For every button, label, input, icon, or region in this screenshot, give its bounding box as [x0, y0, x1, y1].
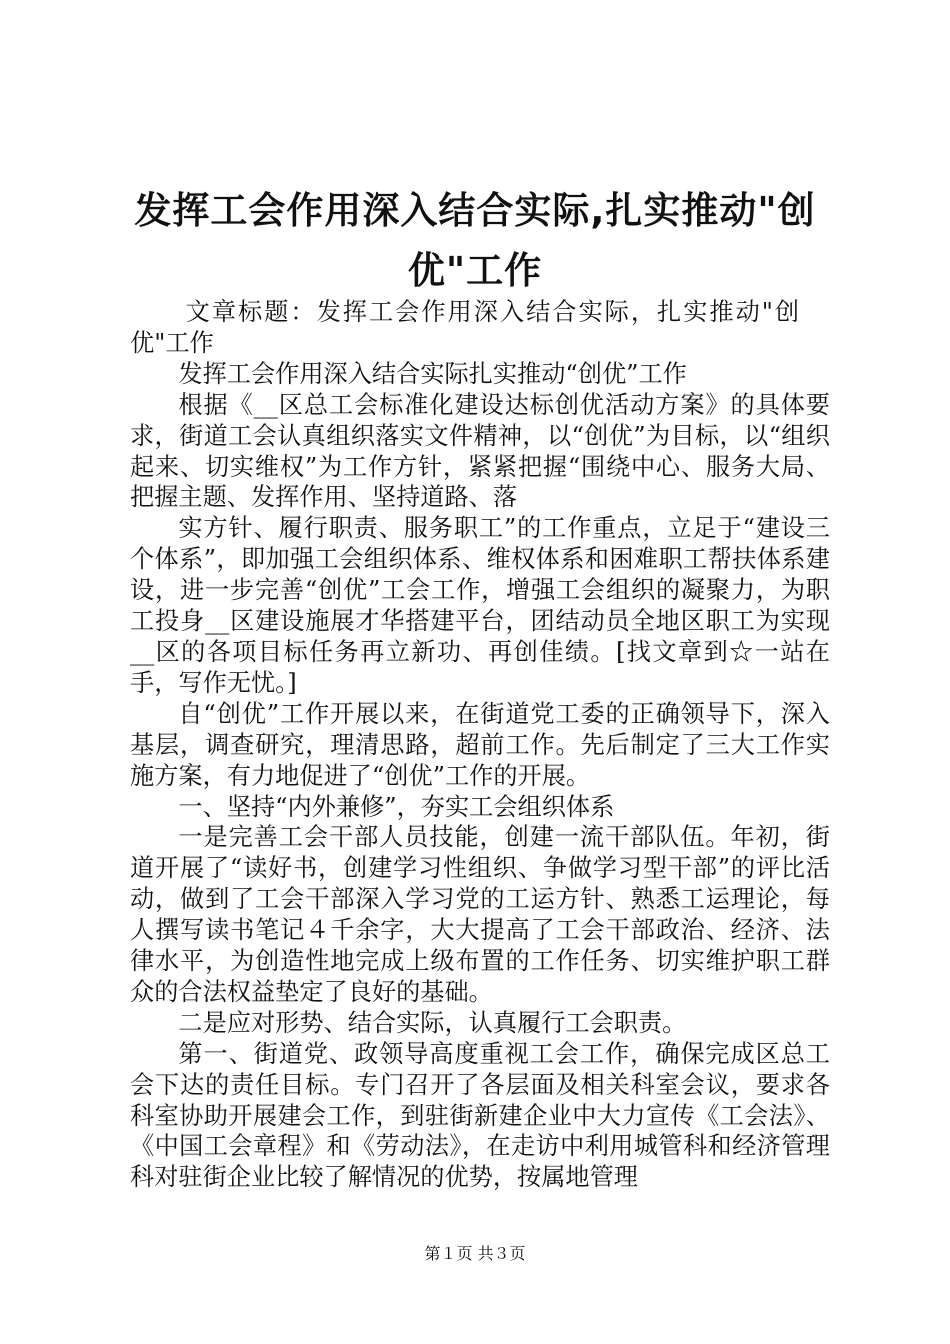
- document-body: [130, 297, 830, 1193]
- paragraph: 第一、街道党、政领导高度重视工会工作，确保完成区总工会下达的责任目标。专门召开了各层面及相关科室会议，要求各科室协助开展建会工作，到驻街新建企业中大力宣传《工会法》、《中国工会章程》和《劳动法》，在走访中利用城管科和经济管理科对驻街企业比较了解情况的优势，按属地管理: [130, 1039, 830, 1192]
- document-title-line-2: 优"工作: [407, 249, 543, 292]
- document-title-line-1: 发挥工会作用深入结合实际,扎实推动"创: [134, 189, 816, 232]
- paragraph: 根据《__区总工会标准化建设达标创优活动方案》的具体要求，街道工会认真组织落实文件精神，以“创优”为目标，以“组织起来、切实维权”为工作方针，紧紧把握“围绕中心、服务大局、把握主题、发挥作用、坚持道路、落: [130, 390, 830, 512]
- section-heading: 一、坚持“内外兼修”，夯实工会组织体系: [178, 792, 615, 821]
- paragraph: 二是应对形势、结合实际，认真履行工会职责。: [178, 1008, 687, 1037]
- page-footer: 第１页 共３页: [424, 1244, 526, 1263]
- paragraph: 一是完善工会干部人员技能，创建一流干部队伍。年初，街道开展了“读好书，创建学习性组织、争做学习型干部”的评比活动，做到了工会干部深入学习党的工运方针、熟悉工运理论，每人撰写读书笔记４千余字，大大提高了工会干部政治、经济、法律水平，为创造性地完成上级布置的工作任务、切实维护职工群众的合法权益垫定了良好的基础。: [130, 823, 830, 1006]
- paragraph: 实方针、履行职责、服务职工”的工作重点，立足于“建设三个体系”，即加强工会组织体系、维权体系和困难职工帮扶体系建设，进一步完善“创优”工会工作，增强工会组织的凝聚力，为职工投身__区建设施展才华搭建平台，团结动员全地区职工为实现__区的各项目标任务再立新功、再创佳绩。[找文章到☆一站在手，写作无忧。]: [130, 514, 830, 697]
- article-title-meta-line-2: 优"工作: [130, 328, 214, 357]
- paragraph: 自“创优”工作开展以来，在街道党工委的正确领导下，深入基层，调查研究，理清思路，超前工作。先后制定了三大工作实施方案，有力地促进了“创优”工作的开展。: [130, 699, 830, 790]
- article-title-meta-line-1: 文章标题：发挥工会作用深入结合实际，扎实推动"创: [185, 298, 802, 326]
- paragraph-subtitle: 发挥工会作用深入结合实际扎实推动“创优”工作: [178, 359, 687, 388]
